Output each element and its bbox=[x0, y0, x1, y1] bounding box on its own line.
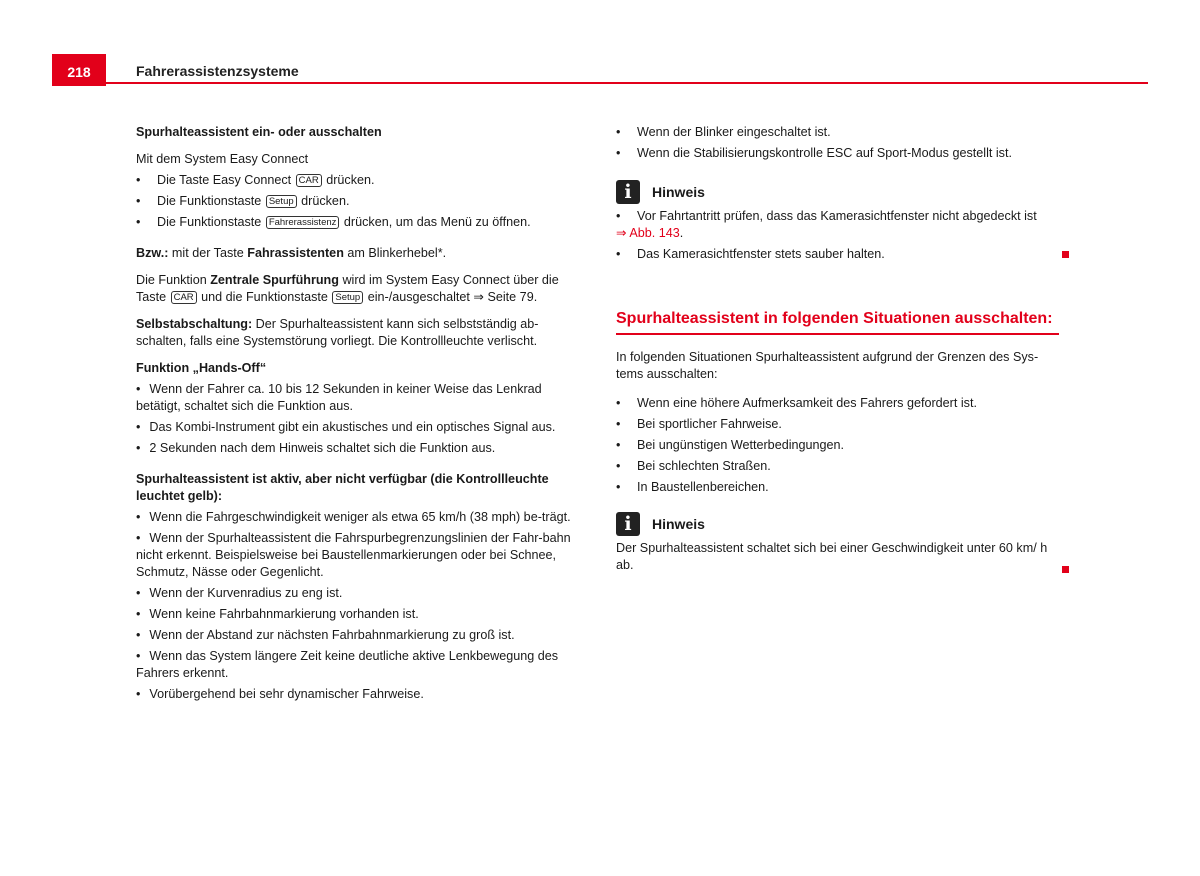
intro-text: Mit dem System Easy Connect bbox=[136, 152, 309, 166]
list-item: • Das Kamerasichtfenster stets sauber halten. bbox=[616, 247, 885, 261]
list-item: • In Baustellenbereichen. bbox=[616, 480, 769, 494]
list-item: • Wenn der Kurvenradius zu eng ist. bbox=[136, 586, 343, 600]
right-column bbox=[616, 124, 1060, 574]
list-item: • Wenn der Spurhalteassistent die Fahrspurbegrenzungslinien der Fahr-bahn nicht erkennt. Beispielsweise bei Baustellenmarkierungen oder bei Schnee, Schmutz, Nässe oder Gegenlicht. bbox=[136, 531, 571, 579]
list-item: • Die Taste Easy Connect CAR drücken. bbox=[136, 173, 375, 187]
bullet-icon: • bbox=[136, 194, 141, 208]
list-item: • Vor Fahrtantritt prüfen, dass das Kamerasichtfenster nicht abgedeckt ist ⇒ Abb. 143. bbox=[616, 209, 1037, 240]
section-heading: Spurhalteassistent in folgenden Situationen ausschalten: bbox=[616, 309, 1059, 335]
hands-off-list bbox=[136, 381, 582, 457]
car-key-icon: CAR bbox=[296, 174, 322, 187]
bullet-icon: • bbox=[136, 420, 141, 434]
note-text: Der Spurhalteassistent schaltet sich bei einer Geschwindigkeit unter 60 km/ h ab. bbox=[616, 541, 1048, 572]
setup-key-icon: Setup bbox=[332, 291, 363, 304]
list-item: • Vorübergehend bei sehr dynamischer Fahrweise. bbox=[136, 687, 424, 701]
note-title: Hinweis bbox=[652, 515, 705, 532]
bullet-icon: • bbox=[616, 417, 621, 431]
central-lane-text: Die Funktion Zentrale Spurführung wird im System Easy Connect über die Taste CAR und die Funktionstaste Setup ein-/ausgeschaltet ⇒ Seite 79. bbox=[136, 273, 559, 304]
list-item: • Bei ungünstigen Wetterbedingungen. bbox=[616, 438, 845, 452]
bullet-icon: • bbox=[616, 247, 621, 261]
setup-key-icon: Setup bbox=[266, 195, 297, 208]
page-number: 218 bbox=[52, 54, 106, 86]
bullet-icon: • bbox=[136, 531, 141, 545]
section-intro: In folgenden Situationen Spurhalteassistent aufgrund der Grenzen des Sys-tems ausschalten: bbox=[616, 350, 1039, 381]
alt-instruction: Bzw.: mit der Taste Fahrassistenten am Blinkerhebel*. bbox=[136, 246, 447, 260]
list-item: • Wenn die Fahrgeschwindigkeit weniger als etwa 65 km/h (38 mph) be-trägt. bbox=[136, 510, 571, 524]
note-header bbox=[616, 180, 1060, 204]
bullet-icon: • bbox=[136, 586, 141, 600]
list-item: • Wenn das System längere Zeit keine deutliche aktive Lenkbewegung des Fahrers erkennt. bbox=[136, 649, 559, 680]
bullet-icon: • bbox=[616, 438, 621, 452]
bullet-icon: • bbox=[616, 209, 621, 223]
car-key-icon: CAR bbox=[171, 291, 197, 304]
heading-toggle: Spurhalteassistent ein- oder ausschalten bbox=[136, 125, 382, 139]
list-item: • Bei sportlicher Fahrweise. bbox=[616, 417, 782, 431]
situations-list bbox=[616, 395, 1060, 496]
info-icon: i bbox=[616, 512, 640, 536]
driver-assist-key-icon: Fahrerassistenz bbox=[266, 216, 340, 229]
list-item: • Wenn keine Fahrbahnmarkierung vorhanden ist. bbox=[136, 607, 419, 621]
bullet-icon: • bbox=[616, 125, 621, 139]
bullet-icon: • bbox=[136, 607, 141, 621]
list-item: • Wenn der Fahrer ca. 10 bis 12 Sekunden in keiner Weise das Lenkrad betätigt, schaltet sich die Funktion aus. bbox=[136, 382, 542, 413]
bullet-icon: • bbox=[136, 215, 141, 229]
bullet-icon: • bbox=[136, 687, 141, 701]
bullet-icon: • bbox=[136, 510, 141, 524]
bullet-icon: • bbox=[616, 396, 621, 410]
list-item: • Bei schlechten Straßen. bbox=[616, 459, 771, 473]
figure-link[interactable]: ⇒ Abb. 143 bbox=[616, 226, 680, 240]
left-column bbox=[136, 124, 582, 707]
chapter-title: Fahrerassistenzsysteme bbox=[136, 63, 299, 79]
header-rule bbox=[52, 82, 1148, 84]
active-unavailable-list bbox=[136, 509, 582, 703]
section-end-marker bbox=[1062, 251, 1069, 258]
note-header bbox=[616, 512, 1060, 536]
list-item: • Wenn eine höhere Aufmerksamkeit des Fahrers gefordert ist. bbox=[616, 396, 977, 410]
list-item: • Wenn der Blinker eingeschaltet ist. bbox=[616, 125, 831, 139]
list-item: • Wenn die Stabilisierungskontrolle ESC auf Sport-Modus gestellt ist. bbox=[616, 146, 1012, 160]
active-unavailable-heading: Spurhalteassistent ist aktiv, aber nicht verfügbar (die Kontrollleuchte leuchtet gelb): bbox=[136, 472, 549, 503]
bullet-icon: • bbox=[136, 441, 141, 455]
section-end-marker bbox=[1062, 566, 1069, 573]
bullet-icon: • bbox=[136, 649, 141, 663]
list-item: • Die Funktionstaste Setup drücken. bbox=[136, 194, 350, 208]
list-item: • Wenn der Abstand zur nächsten Fahrbahnmarkierung zu groß ist. bbox=[136, 628, 515, 642]
bullet-icon: • bbox=[136, 173, 141, 187]
bullet-icon: • bbox=[616, 480, 621, 494]
info-icon: i bbox=[616, 180, 640, 204]
bullet-icon: • bbox=[616, 146, 621, 160]
note-title: Hinweis bbox=[652, 183, 705, 200]
bullet-icon: • bbox=[136, 628, 141, 642]
bullet-icon: • bbox=[616, 459, 621, 473]
list-item: • 2 Sekunden nach dem Hinweis schaltet sich die Funktion aus. bbox=[136, 441, 496, 455]
bullet-icon: • bbox=[136, 382, 141, 396]
list-item: • Das Kombi-Instrument gibt ein akustisches und ein optisches Signal aus. bbox=[136, 420, 556, 434]
list-item: • Die Funktionstaste Fahrerassistenz drücken, um das Menü zu öffnen. bbox=[136, 215, 531, 229]
self-shutdown-text: Selbstabschaltung: Der Spurhalteassistent kann sich selbstständig ab-schalten, falls eine Systemstörung vorliegt. Die Kontrollleuchte verlischt. bbox=[136, 317, 539, 348]
hands-off-heading: Funktion „Hands-Off“ bbox=[136, 361, 267, 375]
